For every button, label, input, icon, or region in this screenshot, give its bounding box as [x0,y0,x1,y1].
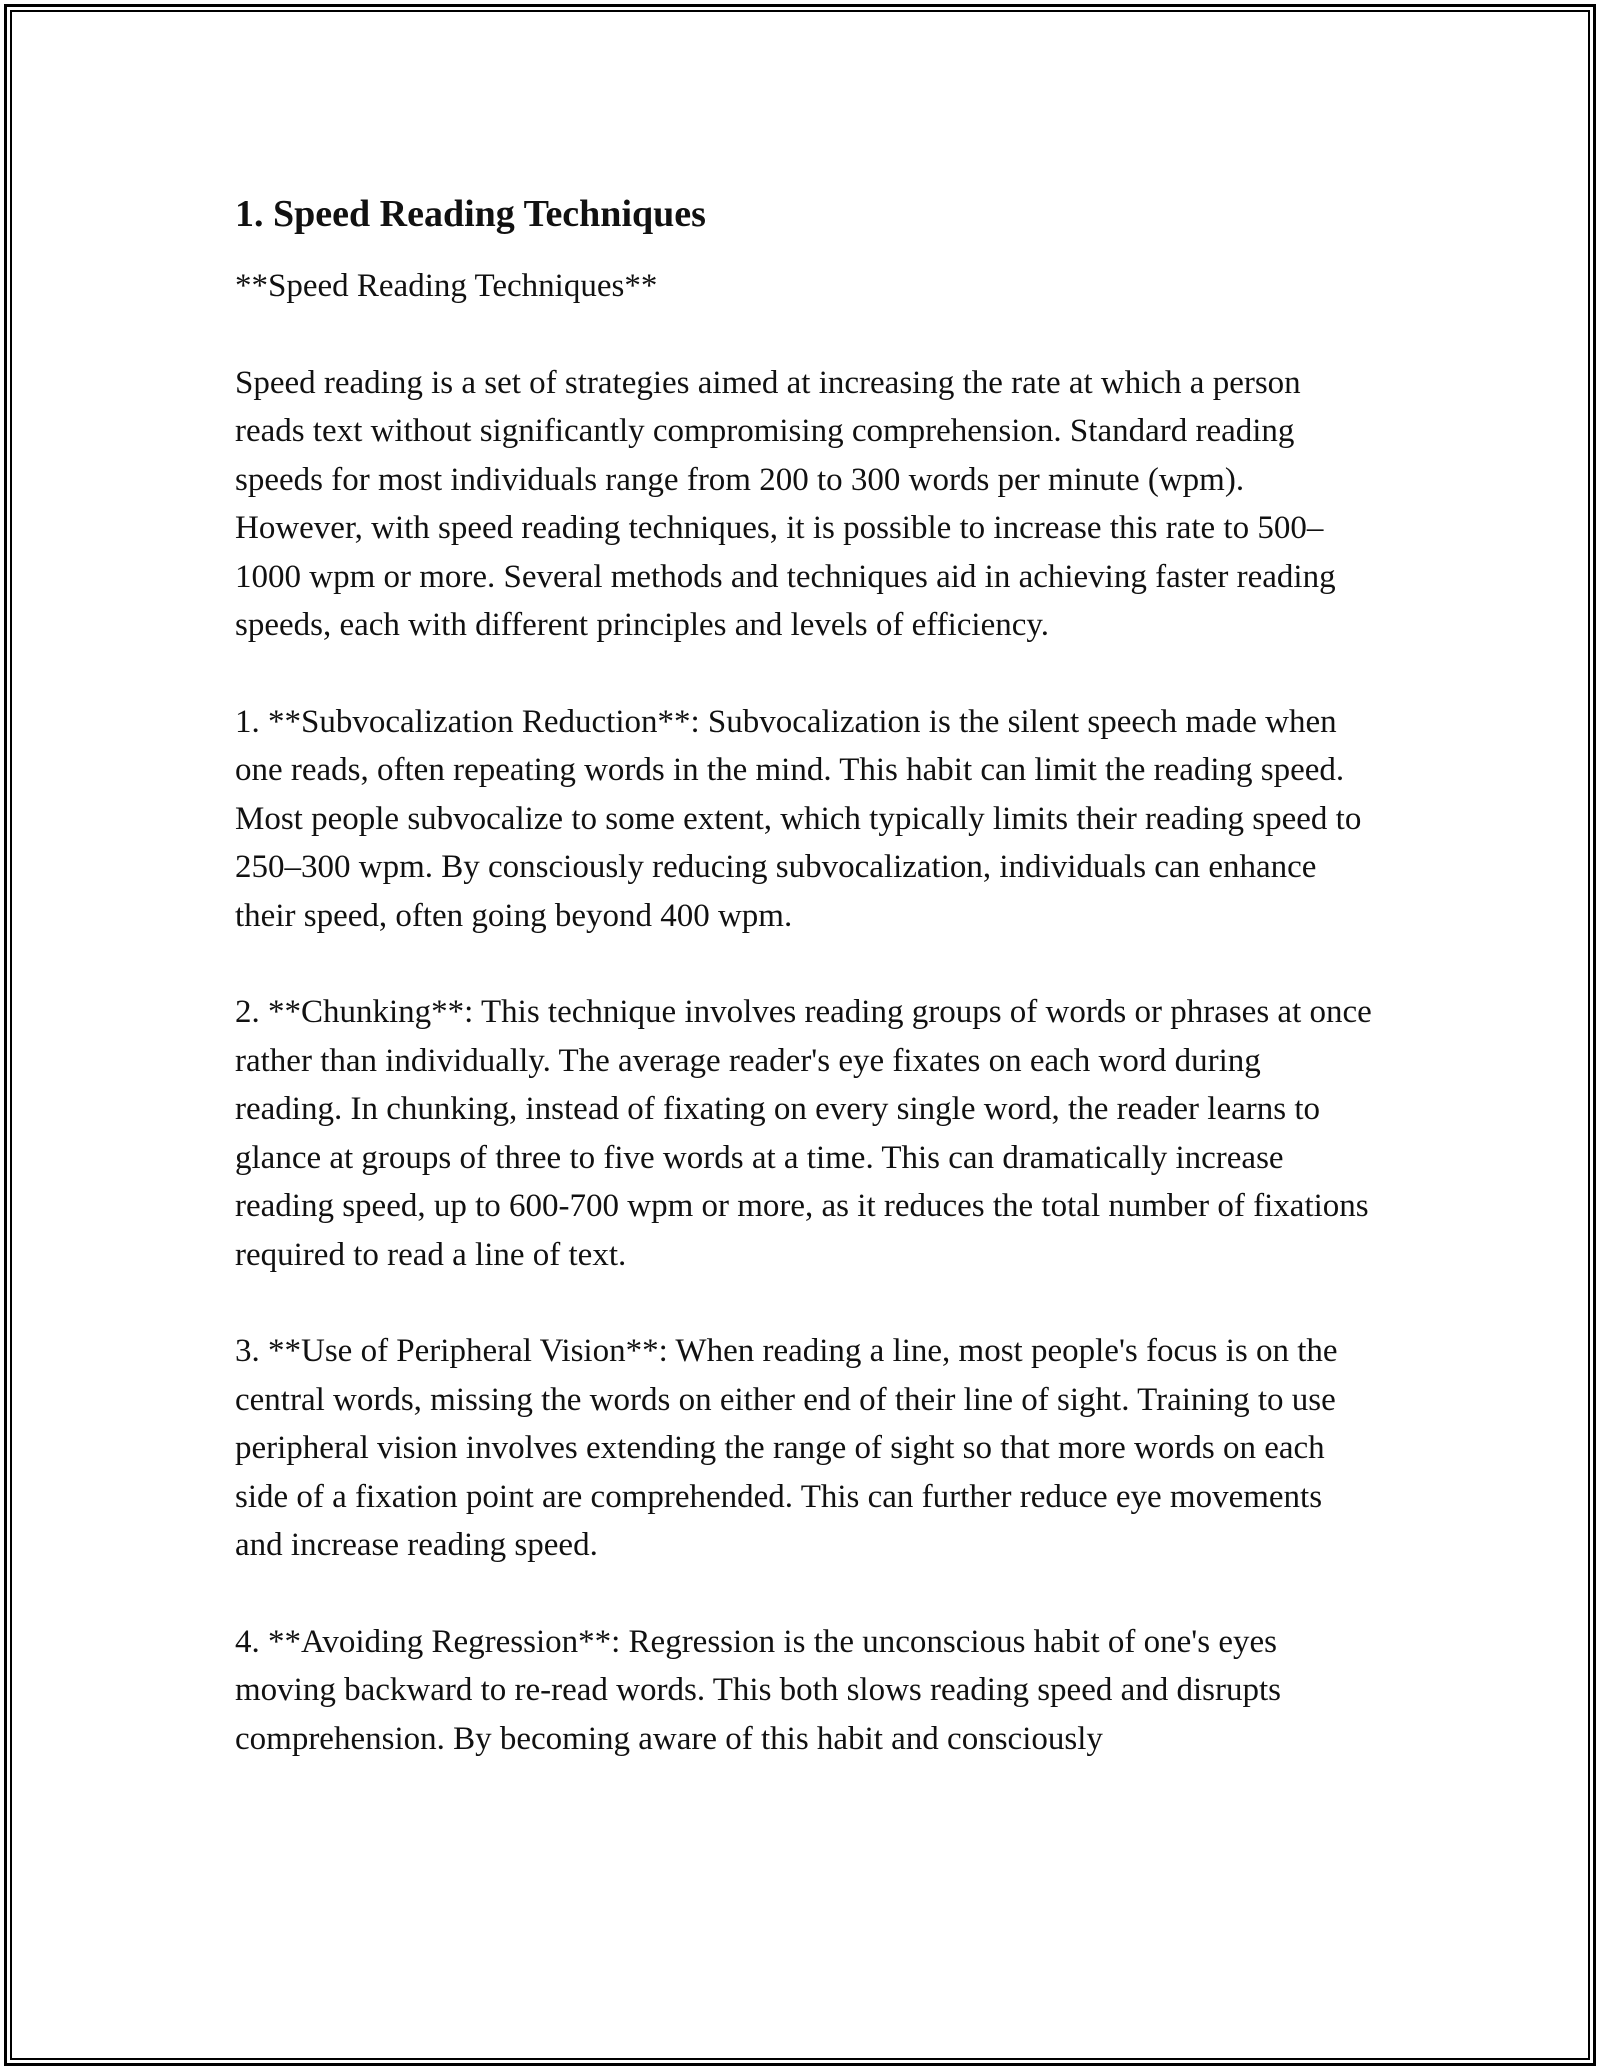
paragraph-peripheral-vision: 3. **Use of Peripheral Vision**: When reading a line, most people's focus is on the central words, missing the words on either end of their line of sight. Training to use peripheral vision involves extending the range of sight so that more words on each side of a fixation point are comprehended. This can further reduce eye movements and increase reading speed. [235,1333,1338,1563]
document-body [235,188,1375,1811]
paragraph-subvocalization: 1. **Subvocalization Reduction**: Subvocalization is the silent speech made when one reads, often repeating words in the mind. This habit can limit the reading speed. Most people subvocalize to some extent, which typically limits their reading speed to 250–300 wpm. By consciously reducing subvocalization, individuals can enhance their speed, often going beyond 400 wpm. [235,703,1362,934]
paragraph-chunking: 2. **Chunking**: This technique involves reading groups of words or phrases at once rather than individually. The average reader's eye fixates on each word during reading. In chunking, instead of fixating on every single word, the reader learns to glance at groups of three to five words at a time. This can dramatically increase reading speed, up to 600-700 wpm or more, as it reduces the total number of fixations required to read a line of text. [235,994,1372,1273]
page-title: 1. Speed Reading Techniques [235,193,706,235]
section-subtitle: **Speed Reading Techniques** [235,268,658,304]
paragraph-avoiding-regression: 4. **Avoiding Regression**: Regression is the unconscious habit of one's eyes moving backward to re-read words. This both slows reading speed and disrupts comprehension. By becoming aware of this habit and consciously [235,1623,1282,1757]
paragraph-intro: Speed reading is a set of strategies aimed at increasing the rate at which a person reads text without significantly compromising comprehension. Standard reading speeds for most individuals range from 200 to 300 words per minute (wpm). However, with speed reading techniques, it is possible to increase this rate to 500–1000 wpm or more. Several methods and techniques aid in achieving faster reading speeds, each with different principles and levels of efficiency. [235,364,1336,643]
